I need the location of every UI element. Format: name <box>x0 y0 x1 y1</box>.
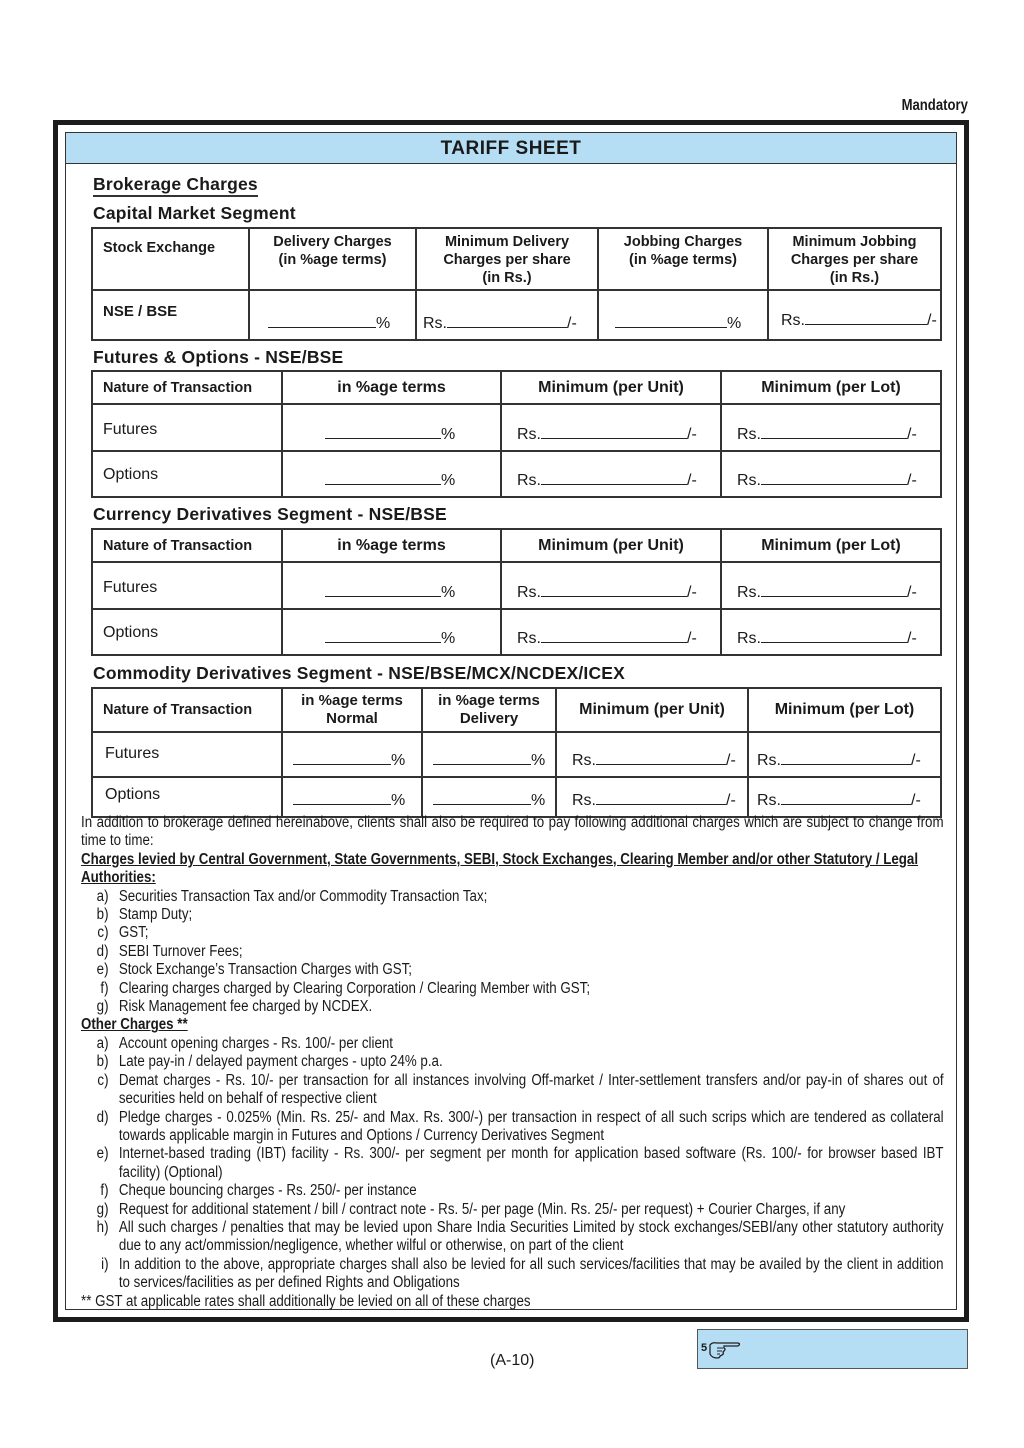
list-marker: c) <box>97 1071 109 1089</box>
futures-normal-field[interactable]: % <box>282 732 422 777</box>
list-item <box>81 1053 944 1071</box>
column-header: Minimum (per Lot) <box>721 371 941 404</box>
list-item <box>81 1219 944 1256</box>
column-header: Minimum (per Unit) <box>501 371 721 404</box>
options-min-lot-field[interactable]: Rs. /- <box>721 609 941 655</box>
list-marker: b) <box>96 1053 109 1071</box>
commodity-heading: Commodity Derivatives Segment - NSE/BSE/MCX/NCDEX/ICEX <box>93 663 626 683</box>
list-marker: g) <box>96 998 109 1016</box>
commodity-table <box>91 687 942 818</box>
capital-market-table <box>91 227 942 341</box>
page-number: (A-10) <box>490 1352 535 1369</box>
other-charges-heading: Other Charges ** <box>81 1016 188 1034</box>
list-item <box>81 1109 944 1146</box>
options-min-unit-field[interactable]: Rs. /- <box>501 451 721 497</box>
list-text: Risk Management fee charged by NCDEX. <box>118 998 373 1016</box>
list-marker: i) <box>101 1255 109 1273</box>
futures-delivery-field[interactable]: % <box>422 732 556 777</box>
table-row <box>92 290 941 340</box>
options-percent-field[interactable]: % <box>282 451 501 497</box>
column-header: Minimum Jobbing Charges per share (in Rs.) <box>768 228 941 290</box>
capital-market-heading: Capital Market Segment <box>93 203 296 223</box>
list-text: Stamp Duty; <box>118 906 193 924</box>
futures-options-table <box>91 370 942 498</box>
table-row <box>92 609 941 655</box>
column-header: in %age terms <box>282 529 501 562</box>
list-item <box>81 1256 944 1293</box>
table-row <box>92 732 941 777</box>
column-header: Nature of Transaction <box>92 688 282 732</box>
delivery-charges-field[interactable]: % <box>249 290 416 340</box>
column-header: in %age terms Delivery <box>422 688 556 732</box>
list-marker: f) <box>100 979 109 997</box>
futures-percent-field[interactable]: % <box>282 562 501 609</box>
statutory-heading: Charges levied by Central Government, State Governments, SEBI, Stock Exchanges, Clearing Member and/or other Statutory / Legal Authorities: <box>81 850 919 887</box>
options-min-lot-field[interactable]: Rs. /- <box>721 451 941 497</box>
list-text: Demat charges - Rs. 10/- per transaction for all instances involving Off-market / Inter-settlement transfers and/or pay-in of shares out of securities held on behalf of respective client <box>118 1071 944 1108</box>
table-row <box>92 562 941 609</box>
list-item <box>81 924 944 942</box>
column-header: in %age terms <box>282 371 501 404</box>
list-marker: g) <box>96 1200 109 1218</box>
list-text: Late pay-in / delayed payment charges - upto 24% p.a. <box>118 1053 443 1071</box>
options-min-lot-field[interactable]: Rs. /- <box>748 777 941 817</box>
list-text: Pledge charges - 0.025% (Min. Rs. 25/- and Max. Rs. 300/-) per transaction in respect of all such scrips which are tendered as collateral towards applicable margin in Futures and Options / Currency Derivatives Segment <box>118 1108 944 1144</box>
futures-options-heading: Futures & Options - NSE/BSE <box>93 347 344 367</box>
futures-percent-field[interactable]: % <box>282 404 501 451</box>
list-item <box>81 943 944 961</box>
list-marker: f) <box>100 1182 109 1200</box>
column-header: Nature of Transaction <box>92 529 282 562</box>
list-marker: e) <box>96 1145 109 1163</box>
list-item <box>81 961 944 979</box>
options-min-unit-field[interactable]: Rs. /- <box>556 777 748 817</box>
gst-footnote: ** GST at applicable rates shall additionally be levied on all of these charges <box>81 1292 531 1310</box>
list-marker: h) <box>96 1218 109 1236</box>
row-label: NSE / BSE <box>92 290 249 340</box>
statutory-list <box>81 888 944 1017</box>
list-item <box>81 1145 944 1182</box>
list-text: Securities Transaction Tax and/or Commodity Transaction Tax; <box>118 887 488 905</box>
list-item <box>81 1035 944 1053</box>
futures-min-unit-field[interactable]: Rs. /- <box>556 732 748 777</box>
options-min-unit-field[interactable]: Rs. /- <box>501 609 721 655</box>
column-header: in %age terms Normal <box>282 688 422 732</box>
column-header: Nature of Transaction <box>92 371 282 404</box>
futures-min-lot-field[interactable]: Rs. /- <box>721 562 941 609</box>
table-row <box>92 404 941 451</box>
list-text: Internet-based trading (IBT) facility - Rs. 300/- per segment per month for application based software (Rs. 100/- for browser based IBT facility) (Optional) <box>118 1145 944 1181</box>
futures-min-unit-field[interactable]: Rs. /- <box>501 562 721 609</box>
row-label: Options <box>92 609 282 655</box>
page-title: TARIFF SHEET <box>66 133 956 164</box>
list-item <box>81 1201 944 1219</box>
column-header: Minimum (per Unit) <box>556 688 748 732</box>
list-text: Stock Exchange’s Transaction Charges with GST; <box>118 961 413 979</box>
list-text: GST; <box>118 924 149 942</box>
list-marker: d) <box>96 1108 109 1126</box>
mandatory-label: Mandatory <box>901 97 968 114</box>
list-item <box>81 1072 944 1109</box>
list-marker: e) <box>96 961 109 979</box>
row-label: Futures <box>92 404 282 451</box>
list-marker: a) <box>96 1034 109 1052</box>
column-header: Stock Exchange <box>92 228 249 290</box>
hand-pointing-right-icon <box>708 1339 742 1359</box>
list-item <box>81 1182 944 1200</box>
brokerage-heading: Brokerage Charges <box>93 173 258 197</box>
tariff-sheet-frame <box>53 120 969 1322</box>
options-normal-field[interactable]: % <box>282 777 422 817</box>
list-item <box>81 906 944 924</box>
table-row <box>92 451 941 497</box>
column-header: Minimum Delivery Charges per share (in Rs.) <box>416 228 598 290</box>
column-header: Minimum (per Unit) <box>501 529 721 562</box>
options-percent-field[interactable]: % <box>282 609 501 655</box>
list-marker: a) <box>96 887 109 905</box>
column-header: Minimum (per Lot) <box>721 529 941 562</box>
table-row <box>92 777 941 817</box>
futures-min-unit-field[interactable]: Rs. /- <box>501 404 721 451</box>
list-text: SEBI Turnover Fees; <box>118 942 243 960</box>
list-text: In addition to the above, appropriate charges shall also be levied for all such services/facilities that may be availed by the client in addition to services/facilities as per defined Rights and Obligations <box>118 1255 944 1292</box>
futures-min-lot-field[interactable]: Rs. /- <box>721 404 941 451</box>
list-text: Clearing charges charged by Clearing Corporation / Clearing Member with GST; <box>118 979 591 997</box>
column-header: Jobbing Charges (in %age terms) <box>598 228 768 290</box>
next-page-indicator <box>697 1329 968 1369</box>
list-item <box>81 980 944 998</box>
list-marker: d) <box>96 942 109 960</box>
min-jobbing-charges-field[interactable]: Rs. /- <box>768 290 941 340</box>
tariff-sheet-inner <box>65 132 957 1310</box>
row-label: Futures <box>92 562 282 609</box>
list-marker: b) <box>96 906 109 924</box>
row-label: Futures <box>92 732 282 777</box>
currency-heading: Currency Derivatives Segment - NSE/BSE <box>93 504 447 524</box>
additional-charges-section <box>81 814 944 1311</box>
row-label: Options <box>92 451 282 497</box>
list-text: Cheque bouncing charges - Rs. 250/- per instance <box>118 1182 417 1200</box>
column-header: Delivery Charges (in %age terms) <box>249 228 416 290</box>
list-item <box>81 888 944 906</box>
list-text: Request for additional statement / bill / contract note - Rs. 5/- per page (Min. Rs. 25/- per request) + Courier Charges, if any <box>118 1200 846 1218</box>
column-header: Minimum (per Lot) <box>748 688 941 732</box>
next-page-number: 5 <box>701 1342 708 1354</box>
list-text: All such charges / penalties that may be levied upon Share India Securities Limited by stock exchanges/SEBI/any other statutory authority due to any act/ommission/negligence, whether wilful or otherwise, on part of the client <box>118 1218 944 1255</box>
jobbing-charges-field[interactable]: % <box>598 290 768 340</box>
intro-paragraph: In addition to brokerage defined hereinabove, clients shall also be required to pay following additional charges which are subject to change from time to time: <box>81 814 944 850</box>
list-marker: c) <box>97 924 109 942</box>
currency-table <box>91 528 942 656</box>
row-label: Options <box>92 777 282 817</box>
other-charges-list <box>81 1035 944 1293</box>
futures-min-lot-field[interactable]: Rs. /- <box>748 732 941 777</box>
min-delivery-charges-field[interactable]: Rs. /- <box>416 290 598 340</box>
options-delivery-field[interactable]: % <box>422 777 556 817</box>
list-item <box>81 998 944 1016</box>
list-text: Account opening charges - Rs. 100/- per client <box>118 1034 394 1052</box>
